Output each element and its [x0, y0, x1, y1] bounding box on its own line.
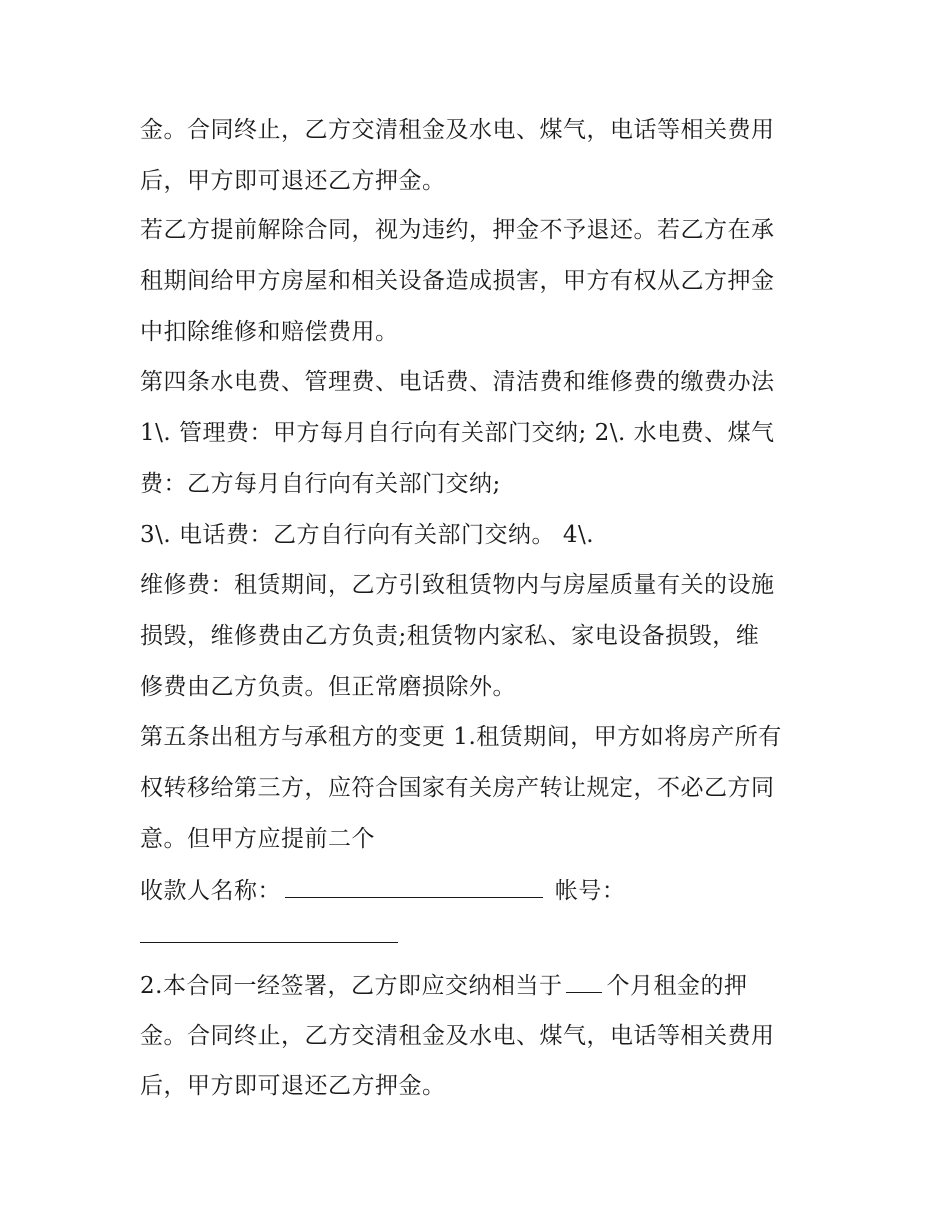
account-number-blank	[140, 942, 398, 943]
deposit-clause-line	[140, 970, 747, 1001]
section-heading-4: 第四条水电费、管理费、电话费、清洁费和维修费的缴费办法	[140, 369, 775, 395]
section-heading-5: 第五条出租方与承租方的变更 1.租赁期间，甲方如将房产所有	[140, 724, 782, 750]
deposit-prefix: 2.本合同一经签署，乙方即应交纳相当于	[140, 973, 563, 999]
paragraph-line: 金。合同终止，乙方交清租金及水电、煤气，电话等相关费用	[140, 117, 775, 143]
paragraph-line: 1\. 管理费：甲方每月自行向有关部门交纳; 2\. 水电费、煤气	[140, 420, 775, 446]
paragraph-line: 权转移给第三方，应符合国家有关房产转让规定，不必乙方同	[140, 775, 775, 801]
paragraph-line: 维修费：租赁期间，乙方引致租赁物内与房屋质量有关的设施	[140, 572, 775, 598]
paragraph-line: 中扣除维修和赔偿费用。	[140, 319, 399, 345]
payee-name-blank	[285, 875, 543, 898]
paragraph-line: 后，甲方即可退还乙方押金。	[140, 168, 446, 194]
paragraph-line: 若乙方提前解除合同，视为违约，押金不予退还。若乙方在承	[140, 217, 775, 243]
paragraph-line: 3\. 电话费：乙方自行向有关部门交纳。 4\.	[140, 522, 595, 548]
payee-label: 收款人名称：	[140, 878, 281, 904]
account-label: 帐号：	[554, 878, 626, 904]
paragraph-line: 修费由乙方负责。但正常磨损除外。	[140, 674, 516, 700]
paragraph-line: 金。合同终止，乙方交清租金及水电、煤气，电话等相关费用	[140, 1023, 775, 1049]
payee-line	[140, 875, 625, 906]
deposit-months-blank	[566, 970, 602, 993]
paragraph-line: 后，甲方即可退还乙方押金。	[140, 1073, 446, 1099]
paragraph-line: 费：乙方每月自行向有关部门交纳;	[140, 471, 501, 497]
paragraph-line: 租期间给甲方房屋和相关设备造成损害，甲方有权从乙方押金	[140, 268, 775, 294]
paragraph-line: 损毁，维修费由乙方负责;租赁物内家私、家电设备损毁，维	[140, 623, 760, 649]
paragraph-line: 意。但甲方应提前二个	[140, 826, 375, 852]
deposit-suffix: 个月租金的押	[606, 973, 748, 999]
